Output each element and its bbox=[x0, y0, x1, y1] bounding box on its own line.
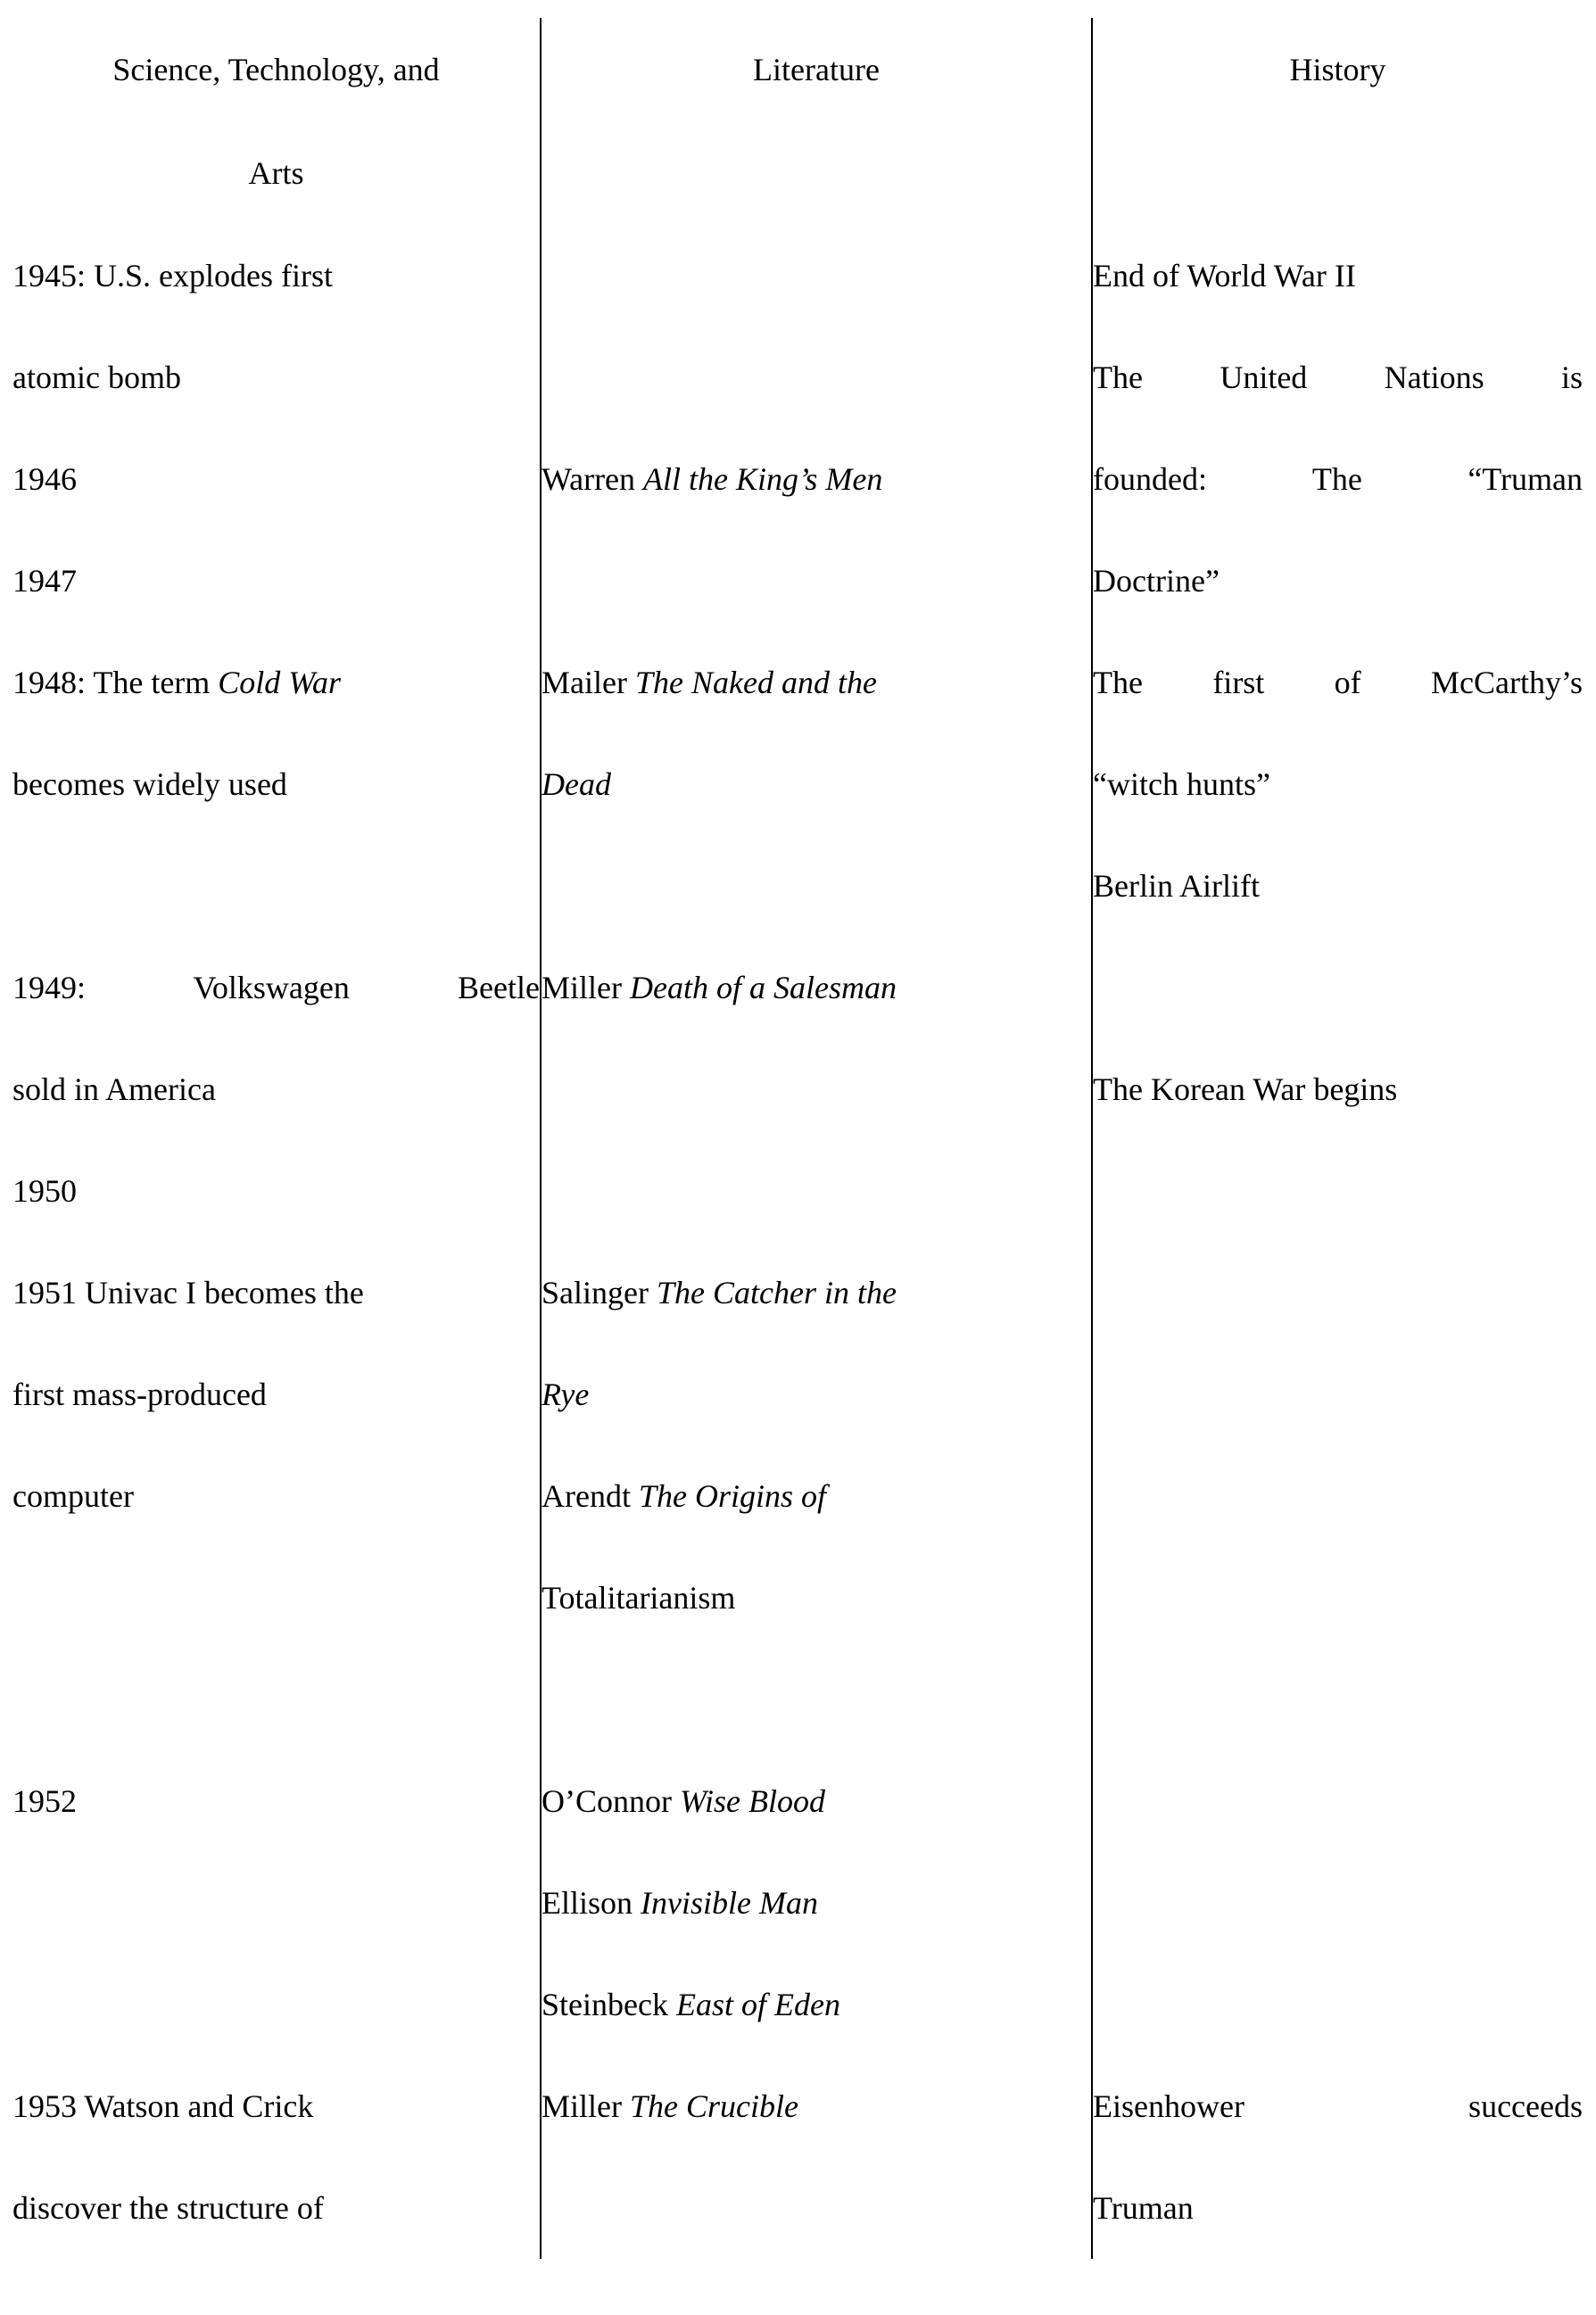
literature-blank-6 bbox=[542, 1649, 1091, 1750]
literature-title-7: Totalitarianism bbox=[542, 1580, 736, 1616]
literature-author-3: Miller bbox=[542, 970, 630, 1005]
history-line-10: Truman bbox=[1093, 2190, 1194, 2226]
history-line-4: The first of McCarthy’s bbox=[1093, 665, 1583, 700]
history-blank-2 bbox=[1093, 1242, 1583, 1344]
literature-title-10: East of Eden bbox=[675, 1987, 840, 2022]
science-line-1: atomic bomb bbox=[12, 360, 181, 395]
literature-blank-0 bbox=[542, 225, 1091, 327]
literature-blank-5 bbox=[542, 1140, 1091, 1242]
literature-author-0: Warren bbox=[542, 461, 644, 497]
column-header-literature-line1: Literature bbox=[753, 52, 880, 87]
science-blank-3 bbox=[12, 1649, 540, 1750]
literature-entry-9 bbox=[542, 1852, 1091, 1954]
literature-blank-2 bbox=[542, 530, 1091, 632]
literature-title-4: The Catcher in the bbox=[656, 1275, 897, 1310]
literature-entry-6 bbox=[542, 1445, 1091, 1547]
science-line-3: 1947 bbox=[12, 563, 77, 599]
science-blank-5 bbox=[12, 1954, 540, 2055]
literature-entry-2 bbox=[542, 733, 1091, 835]
literature-title-2: Dead bbox=[542, 766, 611, 802]
column-header-history-line1: History bbox=[1289, 52, 1386, 87]
literature-title-11: The Crucible bbox=[629, 2088, 798, 2124]
science-line-18: 1953 Watson and Crick bbox=[12, 2088, 314, 2124]
history-blank-3 bbox=[1093, 1344, 1583, 1445]
literature-blank-3 bbox=[542, 835, 1091, 937]
literature-entry-11 bbox=[542, 2055, 1091, 2157]
science-blank-1 bbox=[12, 835, 540, 937]
history-blank-5 bbox=[1093, 1547, 1583, 1649]
history-blank-9 bbox=[1093, 1954, 1583, 2055]
literature-entry-10 bbox=[542, 1954, 1091, 2055]
column-header-science-line2: Arts bbox=[248, 155, 304, 191]
science-line-7: 1949: Volkswagen Beetle bbox=[12, 970, 540, 1005]
literature-blank-4 bbox=[542, 1038, 1091, 1140]
history-blank-6 bbox=[1093, 1649, 1583, 1750]
literature-author-8: O’Connor bbox=[542, 1783, 680, 1819]
science-blank-2 bbox=[12, 1547, 540, 1649]
column-header-science-line1: Science, Technology, and bbox=[112, 52, 440, 87]
history-blank-4 bbox=[1093, 1445, 1583, 1547]
literature-author-1: Mailer bbox=[542, 665, 635, 700]
column-header-science bbox=[12, 18, 541, 225]
science-blank-4 bbox=[12, 1852, 540, 1954]
literature-author-10: Steinbeck bbox=[542, 1987, 676, 2022]
history-line-9: Eisenhower succeeds bbox=[1093, 2088, 1583, 2124]
science-line-11: first mass-produced bbox=[12, 1377, 267, 1412]
literature-title-9: Invisible Man bbox=[641, 1885, 818, 1921]
science-line-9: 1950 bbox=[12, 1173, 77, 1209]
science-line-2: 1946 bbox=[12, 461, 77, 497]
science-italic-cold-war: Cold War bbox=[218, 665, 342, 700]
literature-title-5: Rye bbox=[542, 1377, 590, 1412]
science-line-8: sold in America bbox=[12, 1071, 216, 1107]
table-body-row bbox=[12, 225, 1583, 2259]
literature-author-6: Arendt bbox=[542, 1478, 639, 1514]
table-header-row bbox=[12, 18, 1583, 225]
science-line-15: 1952 bbox=[12, 1783, 77, 1819]
literature-entry-4 bbox=[542, 1242, 1091, 1344]
history-line-6: Berlin Airlift bbox=[1093, 868, 1260, 904]
cell-science bbox=[12, 225, 541, 2259]
history-blank-8 bbox=[1093, 1852, 1583, 1954]
history-line-1: The United Nations is bbox=[1093, 360, 1583, 395]
document-page bbox=[0, 18, 1596, 2315]
literature-entry-3 bbox=[542, 937, 1091, 1038]
science-line-10: 1951 Univac I becomes the bbox=[12, 1275, 364, 1310]
literature-entry-0 bbox=[542, 428, 1091, 530]
history-line-8: The Korean War begins bbox=[1093, 1071, 1398, 1107]
literature-entry-7 bbox=[542, 1547, 1091, 1649]
science-line-4: 1948: The term Cold War bbox=[12, 665, 342, 700]
science-line-0: 1945: U.S. explodes first bbox=[12, 258, 333, 294]
literature-author-11: Miller bbox=[542, 2088, 630, 2124]
literature-entry-5 bbox=[542, 1344, 1091, 1445]
literature-title-1: The Naked and the bbox=[634, 665, 877, 700]
column-header-literature bbox=[541, 18, 1092, 225]
history-line-5: “witch hunts” bbox=[1093, 766, 1270, 802]
science-line-12: computer bbox=[12, 1478, 134, 1514]
literature-blank-1 bbox=[542, 327, 1091, 428]
literature-author-9: Ellison bbox=[542, 1885, 641, 1921]
column-header-history bbox=[1092, 18, 1583, 225]
literature-title-8: Wise Blood bbox=[680, 1783, 825, 1819]
history-line-2: founded: The “Truman bbox=[1093, 461, 1583, 497]
science-line-19: discover the structure of bbox=[12, 2190, 324, 2226]
literature-author-4: Salinger bbox=[542, 1275, 657, 1310]
history-blank-0 bbox=[1093, 937, 1583, 1038]
history-blank-7 bbox=[1093, 1750, 1583, 1852]
literature-entry-8 bbox=[542, 1750, 1091, 1852]
literature-entry-1 bbox=[542, 632, 1091, 733]
history-line-0: End of World War II bbox=[1093, 258, 1356, 294]
literature-title-6: The Origins of bbox=[638, 1478, 826, 1514]
history-line-3: Doctrine” bbox=[1093, 563, 1220, 599]
literature-title-0: All the King’s Men bbox=[643, 461, 883, 497]
timeline-table bbox=[12, 18, 1583, 2259]
cell-history bbox=[1092, 225, 1583, 2259]
cell-literature bbox=[541, 225, 1092, 2259]
science-line-5: becomes widely used bbox=[12, 766, 287, 802]
literature-title-3: Death of a Salesman bbox=[629, 970, 897, 1005]
history-blank-1 bbox=[1093, 1140, 1583, 1242]
